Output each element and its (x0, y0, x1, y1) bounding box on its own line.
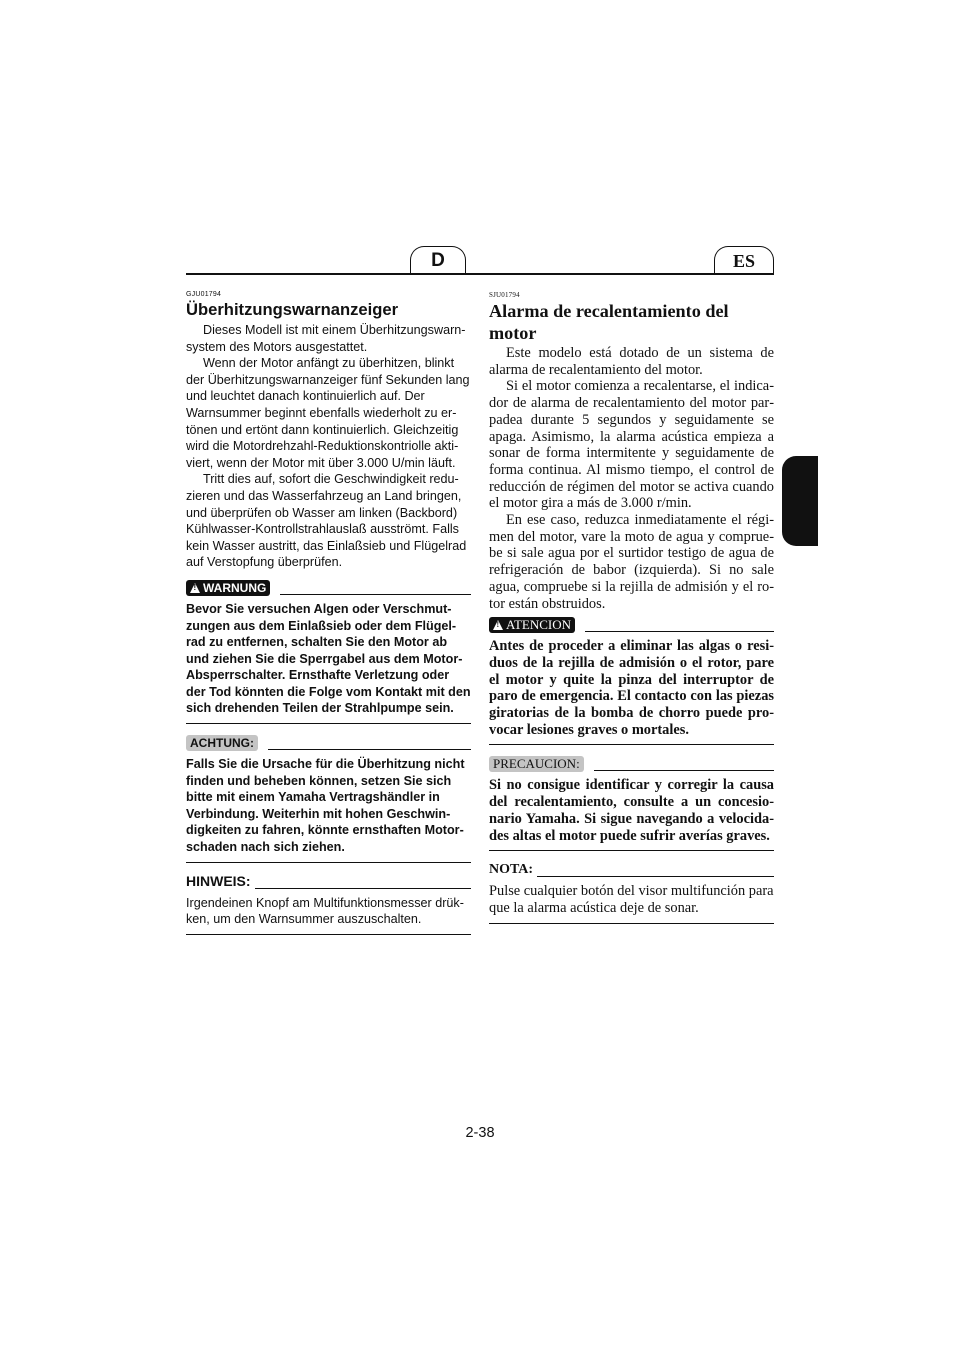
warning-heading (489, 616, 774, 634)
paragraph: Si el motor comienza a recalentarse, el indicador de alarma de recalentamiento del motor parpadea durante 5 segundos y seguidamente se apaga. Asimismo, la alarma acústica empieza a sonar de forma intermitente y seguidamente de forma continua. Al mismo tiempo, el control de reducción de régimen del motor se activa cuando el motor gira a más de 3.000 r/min. (489, 378, 774, 512)
paragraph: En ese caso, reduzca inmediatamente el régimen del motor, vare la moto de agua y compruebe si sale agua por el surtidor testigo de agua de refrigeración de babor (izquierda). Si no sale agua, compruebe si la rejilla de admisión y el rotor están obstruidos. (489, 512, 774, 612)
german-column (186, 286, 471, 935)
paragraph: Tritt dies auf, sofort die Geschwindigkeit reduzieren und das Wasserfahrzeug an Land bringen, und überprüfen ob Wasser am linken (Backbord) Kühlwasser-Kontrollstrahlauslaß ausströmt. Falls kein Wasser austritt, das Einlaßsieb und Flügelrad auf Verstopfung überprüfen. (186, 472, 467, 570)
language-tab-spanish: ES (714, 246, 774, 273)
caution-badge: ACHTUNG: (186, 735, 258, 751)
header-rule (186, 273, 774, 275)
warning-text: Bevor Sie versuchen Algen oder Verschmutzungen aus dem Einlaßsieb oder dem Flügelrad zu entfernen, schalten Sie den Motor ab und ziehen Sie die Sperrgabel aus dem Motor-Absperrschalter. Ernsthafte Verletzung oder der Tod könnten die Folge vom Kontakt mit den sich drehenden Teilen der Strahlpumpe sein. (186, 601, 471, 724)
section-title: Alarma de recalentamiento del motor (489, 301, 729, 343)
note-text: Irgendeinen Knopf am Multifunktionsmesser drükken, um den Warnsummer auszuschalten. (186, 895, 471, 935)
note-label: NOTA: (489, 861, 534, 877)
warning-badge: ! WARNUNG (186, 580, 270, 596)
warning-badge: ! ATENCION (489, 617, 575, 633)
warning-triangle-icon (493, 620, 503, 630)
paragraph: Dieses Modell ist mit einem Überhitzungswarnsystem des Motors ausgestattet. (186, 323, 466, 354)
paragraph: Wenn der Motor anfängt zu überhitzen, blinkt der Überhitzungswarnanzeiger fünf Sekunden lang und leuchtet danach kontinuierlich auf. Der Warnsummer beginnt ebenfalls wiederholt zu ertönen und ertönt dann kontinuierlich. Gleichzeitig wird die Motordrehzahl-Reduktionskontriolle aktiviert, wenn der Motor mit über 3.000 U/min läuft. (186, 356, 470, 470)
note-text: Pulse cualquier botón del visor multifunción para que la alarma acústica deje de sonar. (489, 883, 774, 923)
caution-text: Falls Sie die Ursache für die Überhitzung nicht finden und beheben können, setzen Sie sich bitte mit einem Yamaha Vertragshändler in Verbindung. Weiterhin mit hohen Geschwindigkeiten zu fahren, könnte ernsthaften Motorschaden nach sich ziehen. (186, 756, 471, 863)
language-tab-german: D (410, 246, 466, 273)
section-code: SJU01794 (489, 291, 520, 299)
caution-text: Si no consigue identificar y corregir la causa del recalentamiento, consulte a un concesionario Yamaha. Si sigue navegando a velocidades altas el motor puede sufrir averías graves. (489, 777, 774, 851)
paragraph: Este modelo está dotado de un sistema de alarma de recalentamiento del motor. (489, 345, 774, 378)
caution-badge: PRECAUCION: (489, 756, 584, 772)
warning-text: Antes de proceder a eliminar las algas o residuos de la rejilla de admisión o el rotor, pare el motor y quite la pinza del interruptor de paro de emergencia. El contacto con las piezas giratorias de la bomba de chorro puede provocar lesiones graves o mortales. (489, 638, 774, 745)
warning-heading (186, 579, 471, 597)
section-title: Überhitzungswarnanzeiger (186, 300, 399, 319)
spanish-column (489, 286, 774, 924)
section-code: GJU01794 (186, 291, 222, 298)
page-number: 2-38 (465, 1125, 495, 1141)
note-label: HINWEIS: (186, 873, 251, 890)
chapter-side-tab (782, 456, 818, 546)
caution-heading (489, 755, 774, 773)
warning-triangle-icon (190, 583, 200, 593)
caution-heading (186, 734, 471, 752)
note-heading (489, 861, 774, 879)
note-heading (186, 873, 471, 891)
